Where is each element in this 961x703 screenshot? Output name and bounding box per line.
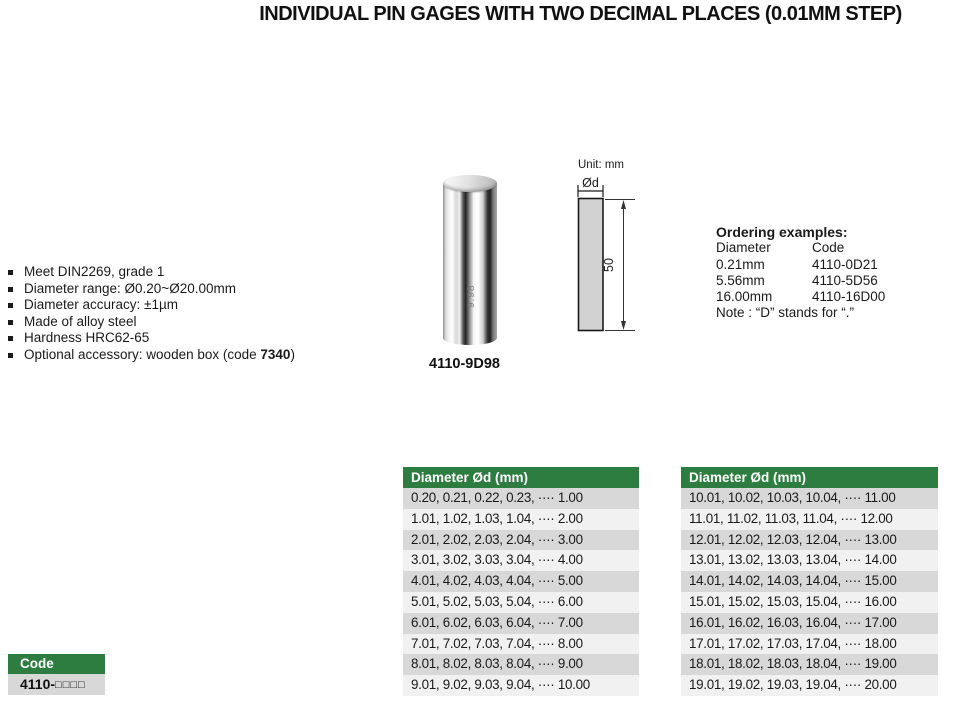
pin-gage-body: [443, 183, 497, 345]
ordering-row: [716, 257, 885, 273]
table-header: Diameter Ød (mm): [681, 467, 938, 488]
ordering-note: Note : “D” stands for “.”: [716, 305, 855, 321]
diameter-dimension-label: Ød: [582, 176, 599, 190]
table-row: 7.01, 7.02, 7.03, 7.04, ···· 8.00: [403, 634, 639, 655]
table-row: 0.20, 0.21, 0.22, 0.23, ···· 1.00: [403, 488, 639, 509]
ordering-diameter: 5.56mm: [716, 272, 765, 288]
pin-gage-top-face: [443, 175, 497, 192]
ordering-col-diameter: Diameter: [716, 240, 771, 256]
feature-text: Hardness HRC62-65: [24, 330, 150, 346]
bullet-square-icon: [8, 270, 13, 275]
table-row: 3.01, 3.02, 3.03, 3.04, ···· 4.00: [403, 550, 639, 571]
table-row: 17.01, 17.02, 17.03, 17.04, ···· 18.00: [681, 634, 938, 655]
feature-item: [8, 264, 295, 281]
feature-item: [8, 314, 295, 331]
ordering-code: 4110-5D56: [812, 272, 878, 288]
length-dimension-label: 50: [602, 258, 616, 272]
diameter-table-1: [403, 467, 639, 696]
pin-gage-image: [443, 175, 497, 345]
table-row: 11.01, 11.02, 11.03, 11.04, ···· 12.00: [681, 509, 938, 530]
table-row: 12.01, 12.02, 12.03, 12.04, ···· 13.00: [681, 530, 938, 551]
pin-gage-code-label: 4110-9D98: [429, 356, 500, 372]
table-row: 19.01, 19.02, 19.03, 19.04, ···· 20.00: [681, 675, 938, 696]
feature-text: Meet DIN2269, grade 1: [24, 264, 165, 279]
feature-list: [8, 264, 295, 364]
arrow-up-icon: [621, 200, 626, 209]
ordering-row: [716, 273, 885, 289]
bullet-square-icon: [8, 320, 13, 325]
table-row: 18.01, 18.02, 18.03, 18.04, ···· 19.00: [681, 654, 938, 675]
code-box: [8, 654, 105, 695]
table-header: Diameter Ød (mm): [403, 467, 639, 488]
table-row: 5.01, 5.02, 5.03, 5.04, ···· 6.00: [403, 592, 639, 613]
ordering-header-row: [716, 240, 885, 256]
code-prefix: 4110-: [20, 676, 56, 692]
feature-text: Made of alloy steel: [24, 313, 137, 329]
diameter-table-2: [681, 467, 938, 696]
table-row: 13.01, 13.02, 13.03, 13.04, ···· 14.00: [681, 550, 938, 571]
unit-label: Unit: mm: [578, 159, 624, 171]
table-row: 8.01, 8.02, 8.03, 8.04, ···· 9.00: [403, 654, 639, 675]
ordering-col-code: Code: [812, 240, 845, 256]
code-box-header: Code: [8, 654, 105, 674]
code-placeholder-squares: □□□□: [55, 679, 86, 691]
table-row: 10.01, 10.02, 10.03, 10.04, ···· 11.00: [681, 488, 938, 509]
dimension-drawing: [560, 172, 645, 344]
table-row: 16.01, 16.02, 16.03, 16.04, ···· 17.00: [681, 613, 938, 634]
gage-outline-rect: [579, 199, 604, 331]
table-row: 1.01, 1.02, 1.03, 1.04, ···· 2.00: [403, 509, 639, 530]
ordering-code: 4110-0D21: [812, 256, 878, 272]
bullet-square-icon: [8, 353, 13, 358]
ordering-diameter: 0.21mm: [716, 256, 765, 272]
feature-text: ): [290, 346, 295, 362]
bullet-square-icon: [8, 303, 13, 308]
ordering-examples: [716, 224, 885, 322]
feature-text: Diameter accuracy: ±1µm: [24, 297, 178, 313]
table-row: 15.01, 15.02, 15.03, 15.04, ···· 16.00: [681, 592, 938, 613]
bullet-square-icon: [8, 336, 13, 341]
feature-item: [8, 330, 295, 347]
feature-item: [8, 347, 295, 364]
feature-text: Optional accessory: wooden box (code: [24, 346, 261, 362]
page-title: INDIVIDUAL PIN GAGES WITH TWO DECIMAL PLACES (0.01MM STEP): [259, 3, 902, 25]
arrow-down-icon: [621, 321, 626, 330]
pin-gage-engraving: 9.98: [466, 284, 477, 308]
table-row: 2.01, 2.02, 2.03, 2.04, ···· 3.00: [403, 530, 639, 551]
table-row: 6.01, 6.02, 6.03, 6.04, ···· 7.00: [403, 613, 639, 634]
table-row: 4.01, 4.02, 4.03, 4.04, ···· 5.00: [403, 571, 639, 592]
code-box-value: [8, 674, 105, 695]
table-row: 9.01, 9.02, 9.03, 9.04, ···· 10.00: [403, 675, 639, 696]
feature-text: Diameter range: Ø0.20~Ø20.00mm: [24, 280, 236, 296]
ordering-code: 4110-16D00: [812, 289, 886, 305]
feature-item: [8, 281, 295, 298]
ordering-diameter: 16.00mm: [716, 289, 773, 305]
table-row: 14.01, 14.02, 14.03, 14.04, ···· 15.00: [681, 571, 938, 592]
feature-item: [8, 297, 295, 314]
bullet-square-icon: [8, 287, 13, 292]
feature-text-bold: 7340: [260, 346, 291, 362]
ordering-row: [716, 289, 885, 305]
ordering-title: Ordering examples:: [716, 224, 848, 240]
